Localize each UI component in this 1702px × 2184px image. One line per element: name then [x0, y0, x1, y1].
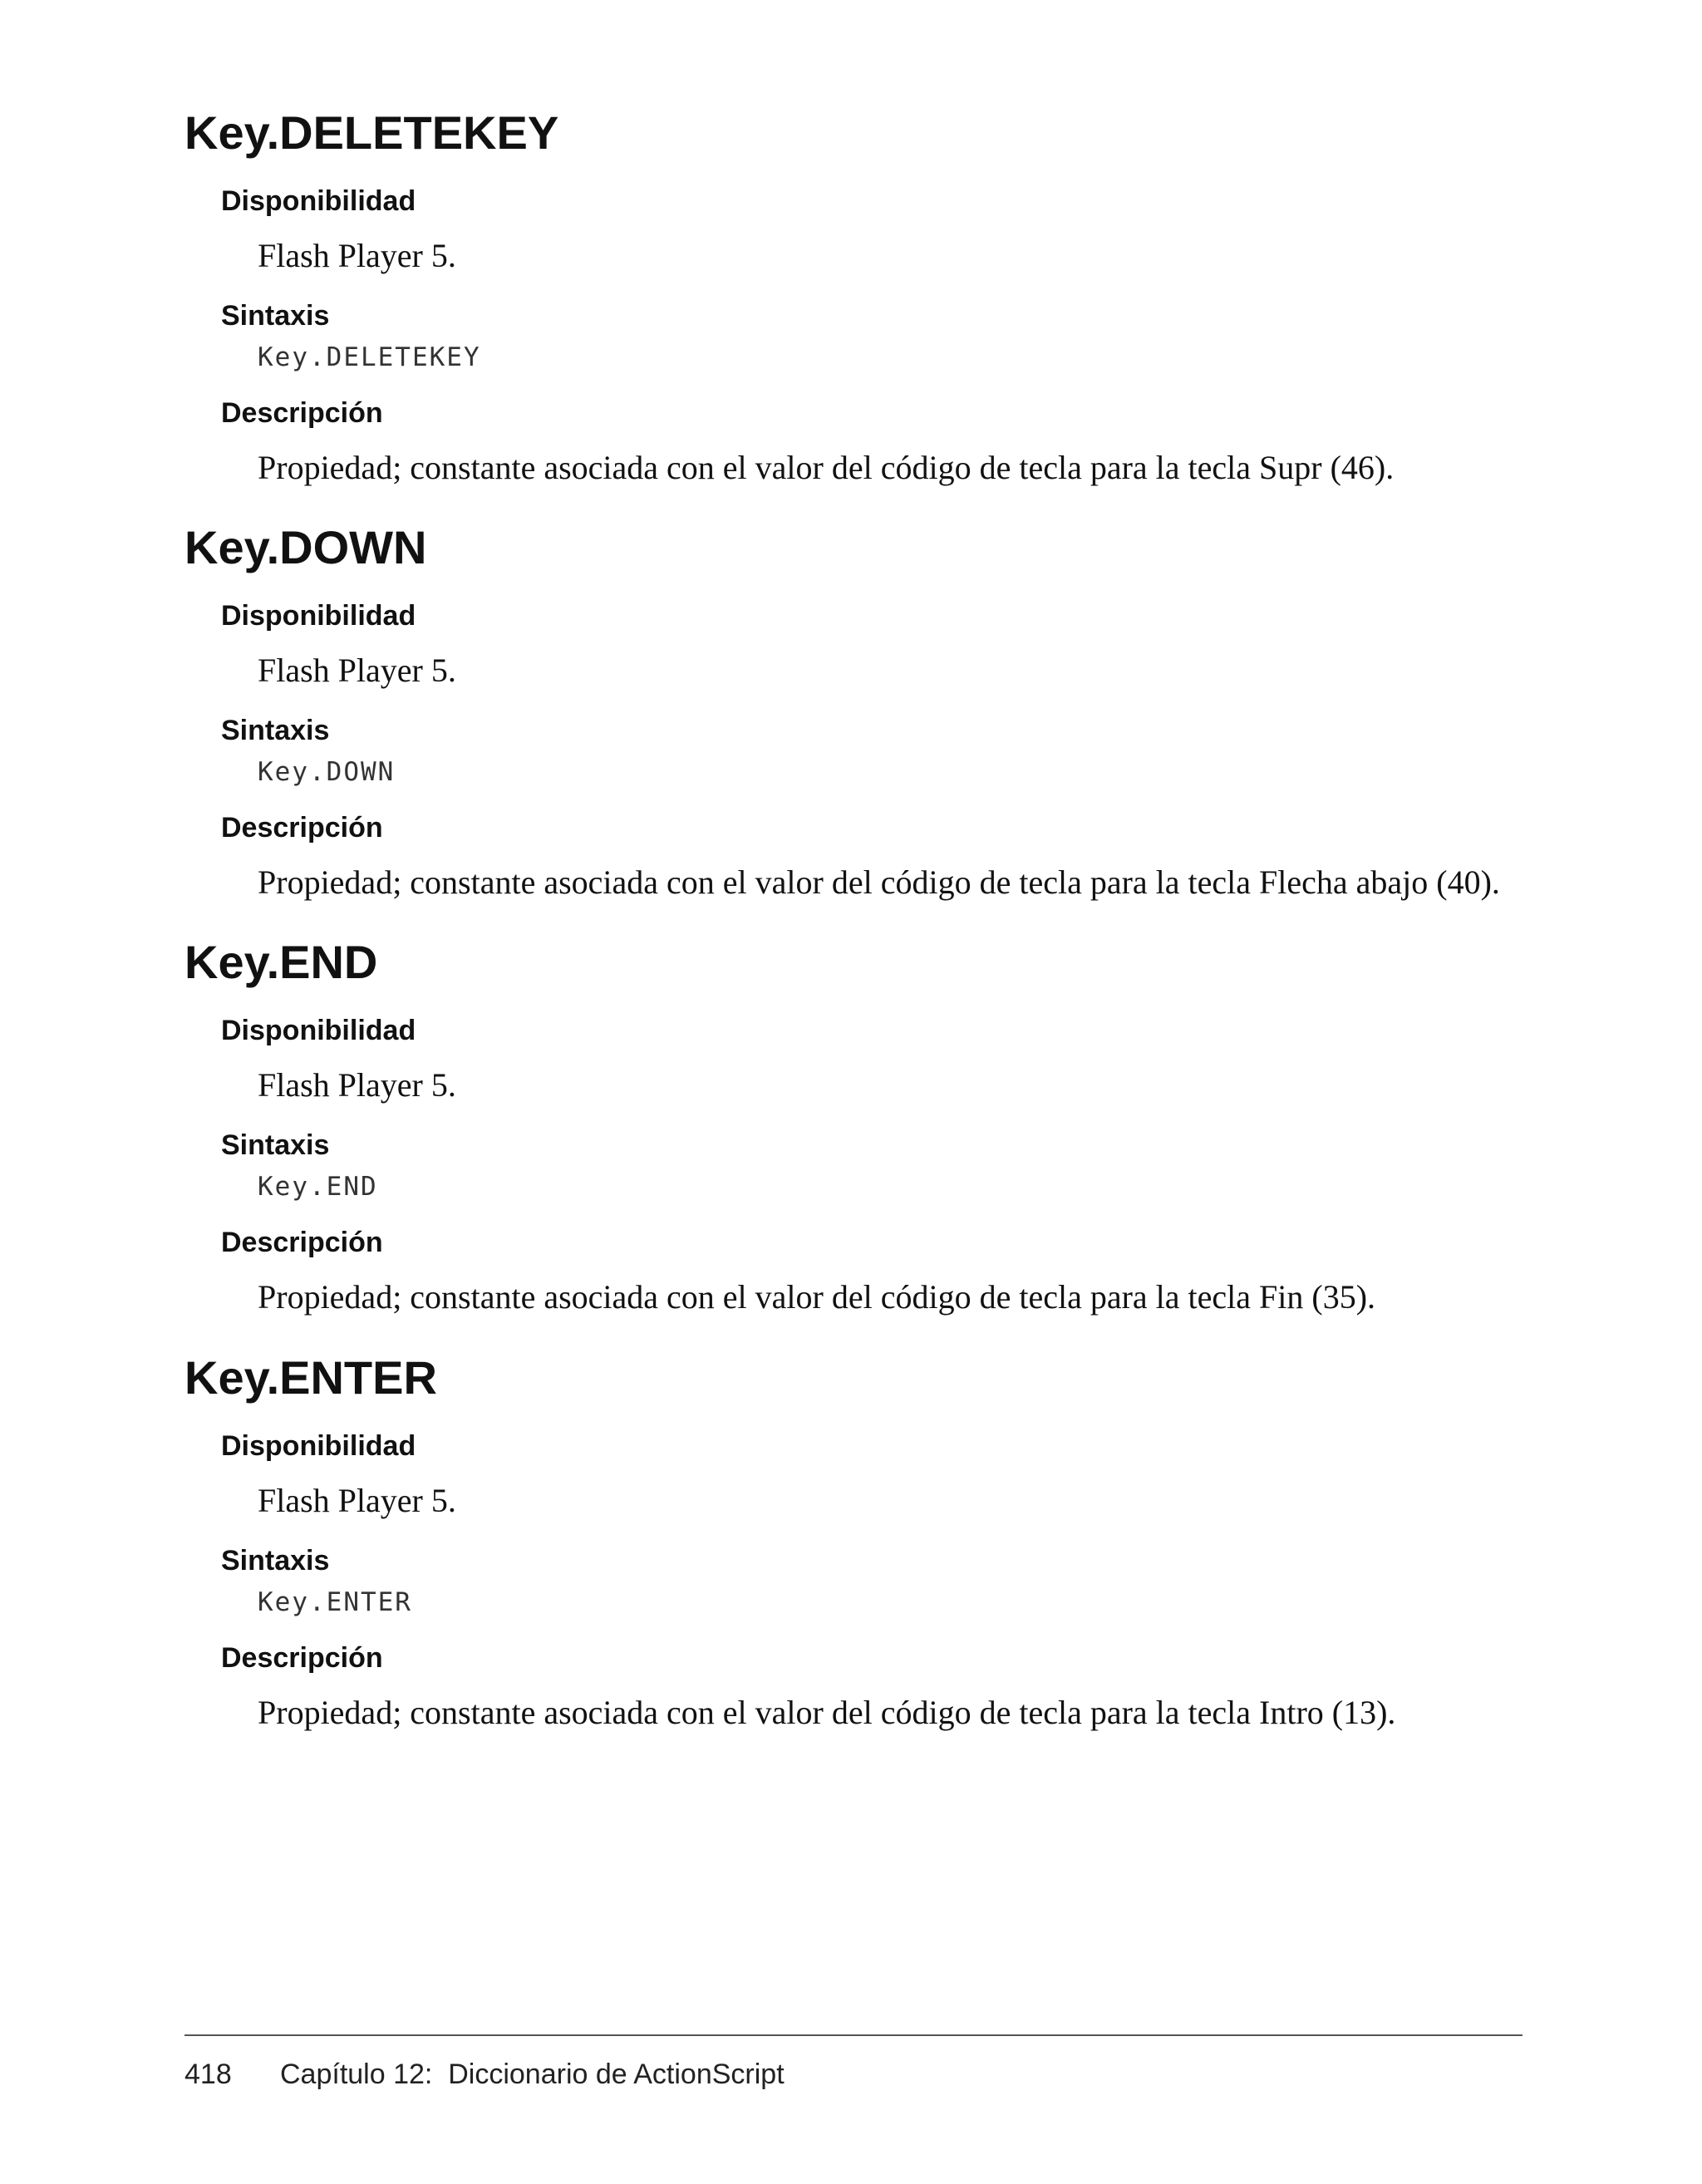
- description-label: Descripción: [221, 1227, 383, 1258]
- availability-label: Disponibilidad: [221, 185, 416, 217]
- availability-label: Disponibilidad: [221, 600, 416, 632]
- entry-title: Key.END: [184, 936, 378, 988]
- syntax-code: Key.END: [258, 1172, 378, 1202]
- syntax-code: Key.DELETEKEY: [258, 342, 481, 372]
- description-label: Descripción: [221, 1642, 383, 1674]
- syntax-code: Key.DOWN: [258, 757, 396, 787]
- entry-end: [184, 936, 1514, 1326]
- syntax-label: Sintaxis: [221, 300, 330, 332]
- availability-text: Flash Player 5.: [258, 1482, 456, 1519]
- syntax-label: Sintaxis: [221, 1545, 330, 1577]
- availability-text: Flash Player 5.: [258, 652, 456, 689]
- entry-down: [184, 521, 1514, 912]
- entry-title: Key.DELETEKEY: [184, 106, 559, 159]
- description-text: Propiedad; constante asociada con el valor del código de tecla para la tecla Intro (13).: [258, 1694, 1396, 1731]
- description-label: Descripción: [221, 812, 383, 844]
- availability-text: Flash Player 5.: [258, 237, 456, 274]
- entry-enter: [184, 1351, 1514, 1742]
- availability-label: Disponibilidad: [221, 1015, 416, 1046]
- page-number: 418: [184, 2059, 232, 2090]
- entry-deletekey: [184, 106, 1514, 497]
- syntax-label: Sintaxis: [221, 715, 330, 746]
- footer-divider: [184, 2034, 1522, 2036]
- entry-title: Key.DOWN: [184, 521, 427, 573]
- availability-label: Disponibilidad: [221, 1430, 416, 1462]
- description-label: Descripción: [221, 397, 383, 429]
- description-text: Propiedad; constante asociada con el valor del código de tecla para la tecla Flecha abajo (40).: [258, 863, 1500, 901]
- description-text: Propiedad; constante asociada con el valor del código de tecla para la tecla Supr (46).: [258, 449, 1395, 486]
- availability-text: Flash Player 5.: [258, 1066, 456, 1104]
- chapter-title: Capítulo 12: Diccionario de ActionScript: [280, 2059, 785, 2090]
- description-text: Propiedad; constante asociada con el valor del código de tecla para la tecla Fin (35).: [258, 1278, 1376, 1316]
- entry-title: Key.ENTER: [184, 1351, 437, 1404]
- syntax-label: Sintaxis: [221, 1129, 330, 1161]
- syntax-code: Key.ENTER: [258, 1587, 412, 1617]
